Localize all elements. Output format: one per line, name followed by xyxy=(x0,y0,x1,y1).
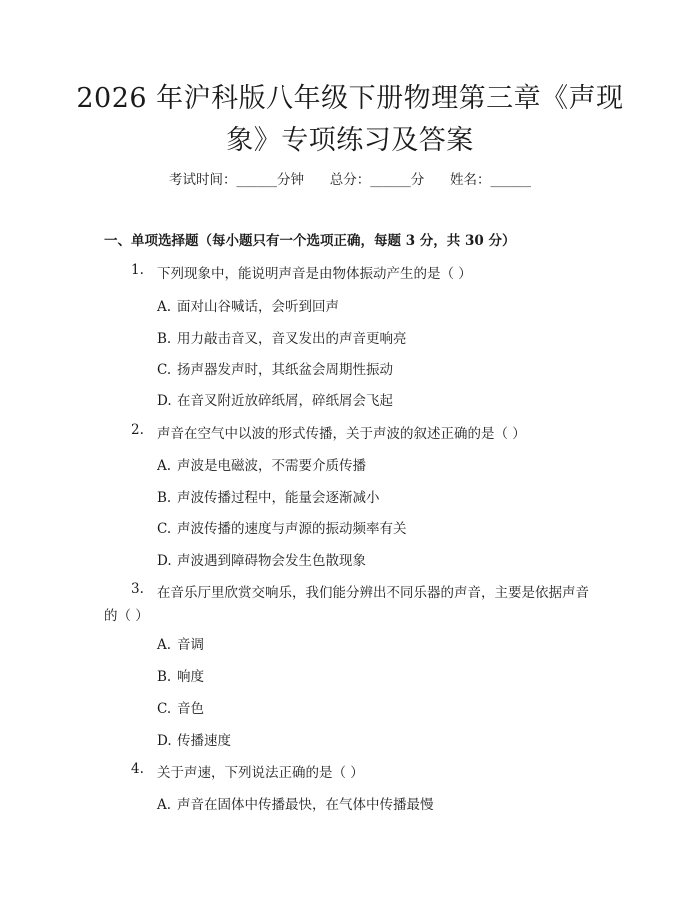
option-text: 音色 xyxy=(177,701,204,717)
question-number: 1. xyxy=(131,262,144,278)
option-letter: B. xyxy=(157,669,172,685)
title-line-1: 2026 年沪科版八年级下册物理第三章《声现 xyxy=(76,83,624,114)
option-text: 传播速度 xyxy=(177,733,231,749)
option-text: 面对山谷喊话，会听到回声 xyxy=(177,299,339,315)
option-text: 声波传播的速度与声源的振动频率有关 xyxy=(177,521,407,537)
option-letter: A. xyxy=(157,637,172,653)
option-text: 声波是电磁波，不需要介质传播 xyxy=(177,458,366,474)
question-text-line-1: 在音乐厅里欣赏交响乐，我们能分辨出不同乐器的声音，主要是依据声音 xyxy=(157,585,589,601)
question-number: 2. xyxy=(131,422,144,438)
question-text: 下列现象中，能说明声音是由物体振动产生的是（ ） xyxy=(157,266,472,282)
question-text: 关于声速，下列说法正确的是（ ） xyxy=(157,765,364,781)
option-text: 响度 xyxy=(177,669,204,685)
option-text: 声波遇到障碍物会发生色散现象 xyxy=(177,553,366,569)
option-item xyxy=(157,389,393,409)
option-text: 扬声器发声时，其纸盆会周期性振动 xyxy=(177,362,393,378)
option-letter: C. xyxy=(157,521,172,537)
option-item xyxy=(157,729,231,749)
option-text: 用力敲击音叉，音叉发出的声音更响亮 xyxy=(177,331,407,347)
section-heading: 一、单项选择题（每小题只有一个选项正确，每题 3 分，共 30 分） xyxy=(104,233,516,249)
option-text: 音调 xyxy=(177,637,204,653)
option-item xyxy=(157,549,366,569)
question-number: 3. xyxy=(131,581,144,597)
option-item xyxy=(157,665,204,685)
option-item xyxy=(157,327,407,347)
option-item xyxy=(157,633,204,653)
option-letter: D. xyxy=(157,393,172,409)
option-item xyxy=(157,486,380,506)
option-item xyxy=(157,517,407,537)
title-line-2: 象》专项练习及答案 xyxy=(226,125,474,156)
option-letter: A. xyxy=(157,299,172,315)
question-number: 4. xyxy=(131,761,144,777)
option-letter: D. xyxy=(157,553,172,569)
question-text-line-2: 的（ ） xyxy=(104,608,149,624)
option-letter: B. xyxy=(157,331,172,347)
option-item xyxy=(157,358,393,378)
document-title xyxy=(60,78,640,162)
option-text: 在音叉附近放碎纸屑，碎纸屑会飞起 xyxy=(177,393,393,409)
option-text: 声音在固体中传播最快，在气体中传播最慢 xyxy=(177,797,434,813)
question-text: 声音在空气中以波的形式传播，关于声波的叙述正确的是（ ） xyxy=(157,426,526,442)
option-letter: A. xyxy=(157,458,172,474)
option-item xyxy=(157,454,366,474)
option-letter: C. xyxy=(157,701,172,717)
option-letter: D. xyxy=(157,733,172,749)
option-item xyxy=(157,793,434,813)
option-item xyxy=(157,295,339,315)
exam-info-line: 考试时间：______分钟 总分：______分 姓名：______ xyxy=(169,172,531,188)
option-text: 声波传播过程中，能量会逐渐减小 xyxy=(177,490,380,506)
option-letter: A. xyxy=(157,797,172,813)
option-item xyxy=(157,697,204,717)
option-letter: C. xyxy=(157,362,172,378)
option-letter: B. xyxy=(157,490,172,506)
